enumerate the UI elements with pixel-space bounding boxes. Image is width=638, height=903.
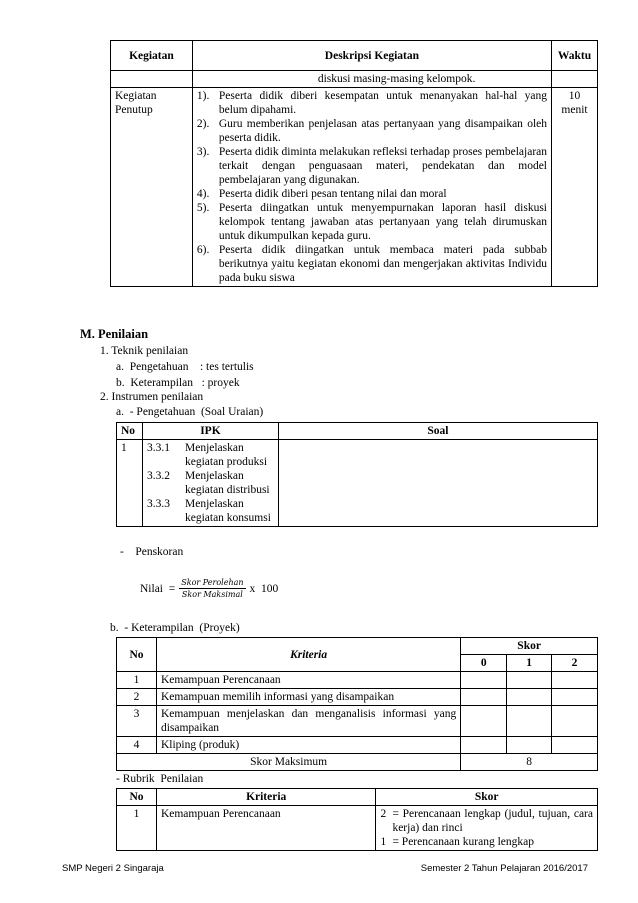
table-row [117,689,598,706]
ket-row-no: 2 [117,689,157,706]
ket-row-skor-cell [507,737,552,754]
ipk-item [147,497,274,525]
item-keterampilan: b. Keterampilan : proyek [116,377,240,389]
step-number: 1). [196,90,210,102]
rub-col-skor: Skor [376,789,598,806]
soal-col-soal: Soal [278,423,597,440]
step-number: 5). [196,202,210,214]
step-text: Peserta didik diingatkan untuk membaca materi pada subbab berikutnya yaitu kegiatan ekonomi dan mengerjakan aktivitas Individu pada buku siswa [218,244,547,284]
col-waktu: Waktu [552,41,598,71]
item-teknik: 1. Teknik penilaian [100,345,189,357]
ket-col-skor-0: 0 [461,655,507,672]
ket-row-skor-cell [552,737,598,754]
ket-row-skor-cell [507,689,552,706]
activity-step [197,243,547,285]
activity-name: Kegiatan Penutup [111,88,193,287]
step-number: 2). [196,118,210,130]
rubrik-no: 1 [117,806,157,851]
skor-maksimum-label: Skor Maksimum [117,754,461,771]
col-kegiatan: Kegiatan [111,41,193,71]
ipk-code: 3.3.3 [146,498,170,510]
item-pengetahuan: a. Pengetahuan : tes tertulis [116,361,254,373]
rubrik-skor-item [380,835,593,849]
ket-row-skor-cell [507,706,552,737]
soal-no: 1 [117,440,143,527]
ket-row-skor-cell [461,689,507,706]
col-deskripsi: Deskripsi Kegiatan [192,41,551,71]
step-text: Peserta didik diberi pesan tentang nilai dan moral [218,188,447,200]
footer-school: SMP Negeri 2 Singaraja [62,863,164,874]
ket-row-skor-cell [461,737,507,754]
penskoran-label: - Penskoran [120,546,184,558]
ket-row-no: 4 [117,737,157,754]
ket-row-kriteria: Kemampuan Perencanaan [156,672,460,689]
step-number: 6). [196,244,210,256]
table-row [117,737,598,754]
soal-col-no: No [117,423,143,440]
rubrik-skor-item [380,807,593,835]
ket-row-kriteria: Kemampuan menjelaskan dan menganalisis informasi yang disampaikan [156,706,460,737]
step-text: Peserta diingatkan untuk menyempurnakan laporan hasil diskusi kelompok tentang jawaban atas pertanyaan yang telah dirumuskan untuk dikumpulkan kepada guru. [218,202,547,242]
ket-row-no: 1 [117,672,157,689]
rubrik-skor-text: = Perencanaan lengkap (judul, tujuan, cara kerja) dan rinci [392,808,593,834]
rubrik-kriteria: Kemampuan Perencanaan [156,806,376,851]
soal-col-ipk: IPK [142,423,278,440]
activity-step [197,117,547,145]
fraction-numerator: Skor Perolehan [181,578,244,587]
soal-text [278,440,597,527]
ket-row-no: 3 [117,706,157,737]
keterampilan-table [116,637,598,771]
step-text: Guru memberikan penjelasan atas pertanyaan yang disampaikan oleh peserta didik. [218,118,547,144]
table-row [117,672,598,689]
footer-semester: Semester 2 Tahun Pelajaran 2016/2017 [420,863,588,874]
activity-table [110,40,598,287]
skor-maksimum-value: 8 [461,754,598,771]
rubrik-label: - Rubrik Penilaian [116,773,204,785]
ipk-text: Menjelaskan kegiatan konsumsi [184,498,271,524]
table-row [117,706,598,737]
rub-col-no: No [117,789,157,806]
ipk-item [147,441,274,469]
activity-time: 10 menit [552,88,598,287]
section-heading: M. Penilaian [80,327,149,341]
rubrik-skor-value: 1 [380,836,387,848]
ipk-code: 3.3.1 [146,442,170,454]
step-text: Peserta didik diminta melakukan refleksi terhadap proses pembelajaran terkait dengan penguasaan materi, pendekatan dan model pembelajaran yang digunakan. [218,146,547,186]
activity-steps [192,88,551,287]
nilai-formula [140,577,278,600]
keterampilan-label: b. - Keterampilan (Proyek) [110,622,240,634]
activity-step [197,145,547,187]
ket-row-kriteria: Kemampuan memilih informasi yang disampaikan [156,689,460,706]
ket-col-no: No [117,638,157,672]
step-text: Peserta didik diberi kesempatan untuk menanyakan hal-hal yang belum dipahami. [218,90,547,116]
activity-step [197,187,547,201]
step-number: 4). [196,188,210,200]
ket-row-skor-cell [552,706,598,737]
rubrik-table [116,788,598,851]
ipk-text: Menjelaskan kegiatan produksi [184,442,268,468]
step-number: 3). [196,146,210,158]
fraction-denominator: Skor Maksimal [181,590,243,599]
score-fraction [179,577,245,600]
ipk-item [147,469,274,497]
ket-row-skor-cell [552,689,598,706]
item-soal-uraian: a. - Pengetahuan (Soal Uraian) [116,406,264,418]
continued-text: diskusi masing-masing kelompok. [192,71,551,88]
rubrik-skor-value: 2 [380,808,387,820]
ket-col-skor: Skor [461,638,598,655]
ket-row-skor-cell [507,672,552,689]
ket-row-kriteria: Kliping (produk) [156,737,460,754]
item-instrumen: 2. Instrumen penilaian [100,391,204,403]
soal-ipk [142,440,278,527]
activity-step [197,201,547,243]
nilai-label: Nilai = [140,582,176,595]
ipk-code: 3.3.2 [146,470,170,482]
activity-step [197,89,547,117]
ipk-text: Menjelaskan kegiatan distribusi [184,470,270,496]
soal-table [116,422,598,527]
ket-col-kriteria: Kriteria [156,638,460,672]
rubrik-skor [376,806,598,851]
rub-col-kriteria: Kriteria [156,789,376,806]
ket-col-skor-1: 1 [507,655,552,672]
ket-col-skor-2: 2 [552,655,598,672]
nilai-multiplier: x 100 [249,582,279,595]
ket-row-skor-cell [552,672,598,689]
ket-row-skor-cell [461,672,507,689]
ket-row-skor-cell [461,706,507,737]
rubrik-skor-text: = Perencanaan kurang lengkap [392,836,534,848]
